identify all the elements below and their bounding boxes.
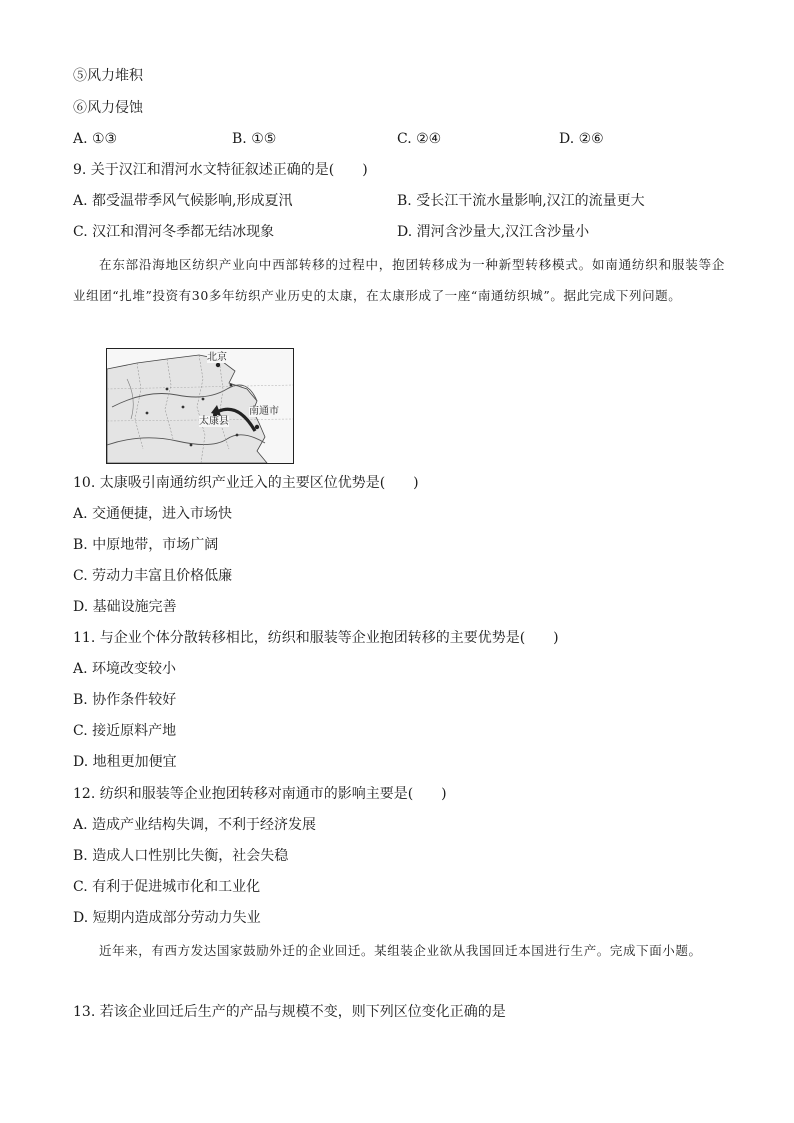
- passage-reshoring: 近年来，有西方发达国家鼓励外迁的企业回迁。某组装企业欲从我国回迁本国进行生产。完成下面小题。: [99, 943, 702, 958]
- q11-choice-c: C. 接近原料产地: [73, 723, 177, 739]
- map-label-taikang: 太康县: [199, 416, 229, 427]
- q12-choice-b: B. 造成人口性别比失衡，社会失稳: [73, 848, 289, 864]
- option-item-5: ⑤风力堆积: [73, 68, 143, 84]
- map-label-nantong: 南通市: [249, 406, 279, 417]
- q12-choice-c: C. 有利于促进城市化和工业化: [73, 879, 261, 895]
- q13-stem: 13. 若该企业回迁后生产的产品与规模不变，则下列区位变化正确的是: [73, 1004, 506, 1020]
- q12-choice-d: D. 短期内造成部分劳动力失业: [73, 910, 261, 926]
- q10-choice-d: D. 基础设施完善: [73, 599, 177, 615]
- q10-choice-c: C. 劳动力丰富且价格低廉: [73, 568, 233, 584]
- q11-choice-d: D. 地租更加便宜: [73, 754, 177, 770]
- q11-choice-a: A. 环境改变较小: [73, 661, 177, 677]
- q8-choice-b: B. ①⑤: [232, 131, 277, 147]
- q11-stem: 11. 与企业个体分散转移相比，纺织和服装等企业抱团转移的主要优势是( ): [73, 630, 559, 646]
- map-figure: [106, 348, 294, 464]
- q9-choice-a: A. 都受温带季风气候影响,形成夏汛: [73, 193, 293, 209]
- q12-choice-a: A. 造成产业结构失调，不利于经济发展: [73, 817, 317, 833]
- q10-choice-b: B. 中原地带，市场广阔: [73, 537, 219, 553]
- q8-choice-a: A. ①③: [73, 131, 118, 147]
- q9-choices-row-1: [73, 191, 733, 211]
- q10-choice-a: A. 交通便捷，进入市场快: [73, 506, 233, 522]
- q9-stem: 9. 关于汉江和渭河水文特征叙述正确的是( ): [73, 162, 368, 178]
- q8-choice-d: D. ②⑥: [559, 131, 604, 147]
- map-label-beijing: 北京: [207, 352, 227, 363]
- q9-choices-row-2: [73, 222, 733, 242]
- passage-textile-transfer: 在东部沿海地区纺织产业向中西部转移的过程中，抱团转移成为一种新型转移模式。如南通纺织和服装等企业组团“扎堆”投资有30多年纺织产业历史的太康，在太康形成了一座“南通纺织城”。据此完成下列问题。: [73, 257, 725, 303]
- q9-choice-b: B. 受长江干流水量影响,汉江的流量更大: [397, 193, 645, 209]
- q10-stem: 10. 太康吸引南通纺织产业迁入的主要区位优势是( ): [73, 475, 419, 491]
- q8-answer-choices: [73, 129, 733, 149]
- q12-stem: 12. 纺织和服装等企业抱团转移对南通市的影响主要是( ): [73, 786, 447, 802]
- q9-choice-c: C. 汉江和渭河冬季都无结冰现象: [73, 224, 275, 240]
- nantong-dot: [255, 425, 259, 429]
- q9-choice-d: D. 渭河含沙量大,汉江含沙量小: [397, 224, 590, 240]
- q11-choice-b: B. 协作条件较好: [73, 692, 177, 708]
- q8-choice-c: C. ②④: [397, 131, 442, 147]
- option-item-6: ⑥风力侵蚀: [73, 100, 143, 116]
- beijing-dot: [216, 363, 220, 367]
